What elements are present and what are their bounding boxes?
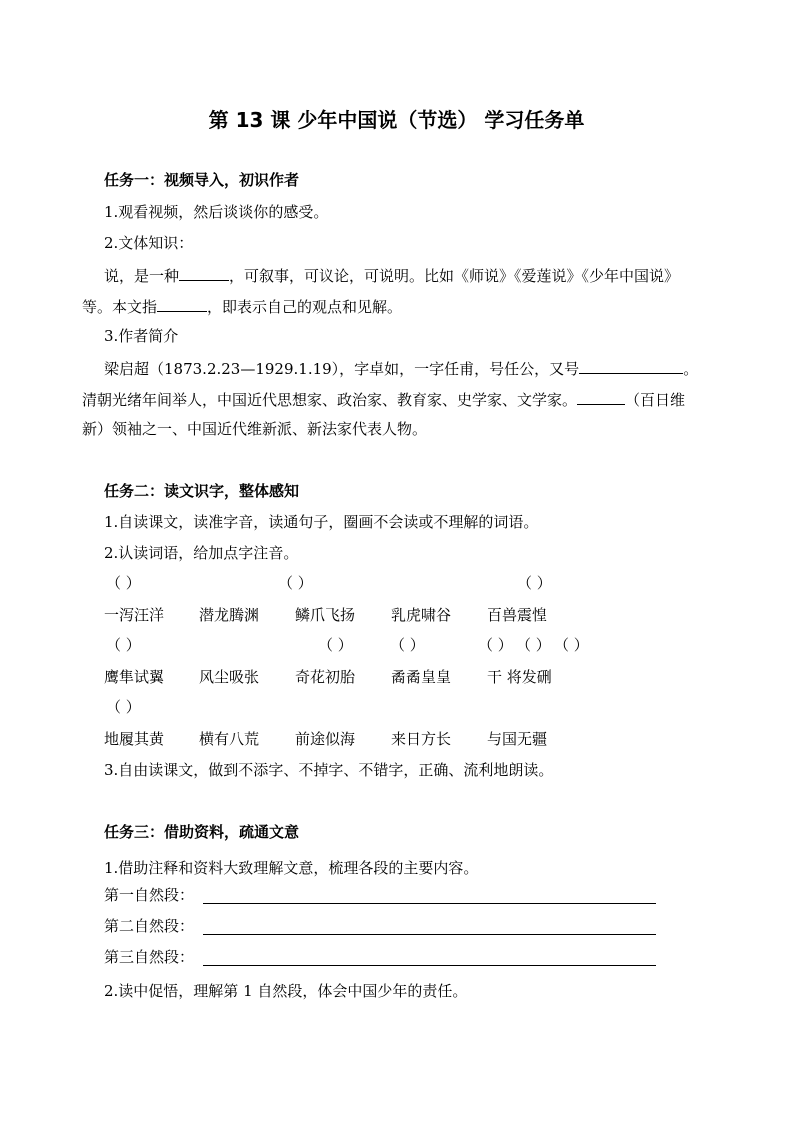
word-item: 前途似海 bbox=[295, 730, 356, 748]
word-item: 潜龙腾渊 bbox=[199, 606, 260, 624]
word-item: 风尘吸张 bbox=[199, 668, 260, 686]
author-line-1 bbox=[104, 357, 698, 379]
word-item: 鳞爪飞扬 bbox=[295, 606, 356, 624]
author-text-d: （百日维 bbox=[625, 391, 686, 409]
author-blank-1[interactable] bbox=[579, 357, 683, 374]
pinyin-paren[interactable]: （ ） bbox=[517, 574, 552, 592]
task2-item2: 2.认读词语，给加点字注音。 bbox=[104, 544, 299, 562]
task1-heading: 任务一：视频导入，初识作者 bbox=[104, 171, 300, 189]
pinyin-paren[interactable]: （ ） bbox=[390, 636, 425, 654]
word-item: 鹰隼试翼 bbox=[104, 668, 165, 686]
genre-text-a: 说，是一种 bbox=[104, 267, 180, 285]
author-line-2 bbox=[82, 388, 685, 410]
task1-item1: 1.观看视频，然后谈谈你的感受。 bbox=[104, 203, 329, 221]
task3-item1: 1.借助注释和资料大致理解文意，梳理各段的主要内容。 bbox=[104, 859, 479, 877]
author-line-3: 新）领袖之一、中国近代维新派、新法家代表人物。 bbox=[82, 420, 428, 438]
page-title: 第 13 课 少年中国说（节选） 学习任务单 bbox=[208, 108, 585, 132]
para1-label: 第一自然段： bbox=[104, 886, 195, 904]
word-item: 来日方长 bbox=[391, 730, 452, 748]
word-item: 百兽震惶 bbox=[487, 606, 548, 624]
word-item: 奇花初胎 bbox=[295, 668, 356, 686]
word-item: 横有八荒 bbox=[199, 730, 260, 748]
pinyin-paren[interactable]: （ ） bbox=[106, 698, 141, 716]
pinyin-paren[interactable]: （ ） bbox=[106, 574, 141, 592]
author-text-c: 清朝光绪年间举人，中国近代思想家、政治家、教育家、史学家、文学家。 bbox=[82, 391, 578, 409]
task3-item2: 2.读中促悟，理解第 1 自然段，体会中国少年的责任。 bbox=[104, 982, 468, 1000]
pinyin-paren[interactable]: （ ） bbox=[278, 574, 313, 592]
pinyin-paren[interactable]: （ ） bbox=[554, 636, 589, 654]
word-item: 一泻汪洋 bbox=[104, 606, 165, 624]
word-item: 地履其黄 bbox=[104, 730, 165, 748]
genre-text-c: 等。本文指 bbox=[82, 298, 158, 316]
pinyin-paren[interactable]: （ ） bbox=[478, 636, 513, 654]
author-text-a: 梁启超（1873.2.23—1929.1.19），字卓如，一字任甫，号任公，又号 bbox=[104, 360, 580, 378]
task3-heading: 任务三：借助资料，疏通文意 bbox=[104, 823, 300, 841]
task1-item3: 3.作者简介 bbox=[104, 327, 179, 345]
genre-line-1 bbox=[104, 264, 679, 286]
task1-item2: 2.文体知识： bbox=[104, 234, 194, 252]
word-item: 与国无疆 bbox=[487, 730, 548, 748]
genre-blank-1[interactable] bbox=[179, 264, 229, 281]
genre-text-d: ，即表示自己的观点和见解。 bbox=[207, 298, 403, 316]
word-item: 干 将发硎 bbox=[487, 668, 552, 686]
para3-answer-line[interactable] bbox=[203, 965, 656, 966]
genre-line-2 bbox=[82, 295, 402, 317]
para1-answer-line[interactable] bbox=[203, 903, 656, 904]
genre-blank-2[interactable] bbox=[157, 295, 207, 312]
pinyin-paren[interactable]: （ ） bbox=[318, 636, 353, 654]
task2-item3: 3.自由读课文，做到不添字、不掉字、不错字，正确、流利地朗读。 bbox=[104, 761, 554, 779]
author-blank-2[interactable] bbox=[577, 388, 625, 405]
para2-label: 第二自然段： bbox=[104, 917, 195, 935]
genre-text-b: ，可叙事，可议论，可说明。比如《师说》《爱莲说》《少年中国说》 bbox=[229, 267, 680, 285]
word-item: 乳虎啸谷 bbox=[391, 606, 452, 624]
para3-label: 第三自然段： bbox=[104, 948, 195, 966]
task2-heading: 任务二：读文识字，整体感知 bbox=[104, 482, 300, 500]
author-text-b: 。 bbox=[683, 360, 699, 378]
task2-item1: 1.自读课文，读准字音，读通句子，圈画不会读或不理解的词语。 bbox=[104, 513, 539, 531]
pinyin-paren[interactable]: （ ） bbox=[106, 636, 141, 654]
pinyin-paren[interactable]: （ ） bbox=[516, 636, 551, 654]
word-item: 矞矞皇皇 bbox=[391, 668, 452, 686]
para2-answer-line[interactable] bbox=[203, 934, 656, 935]
